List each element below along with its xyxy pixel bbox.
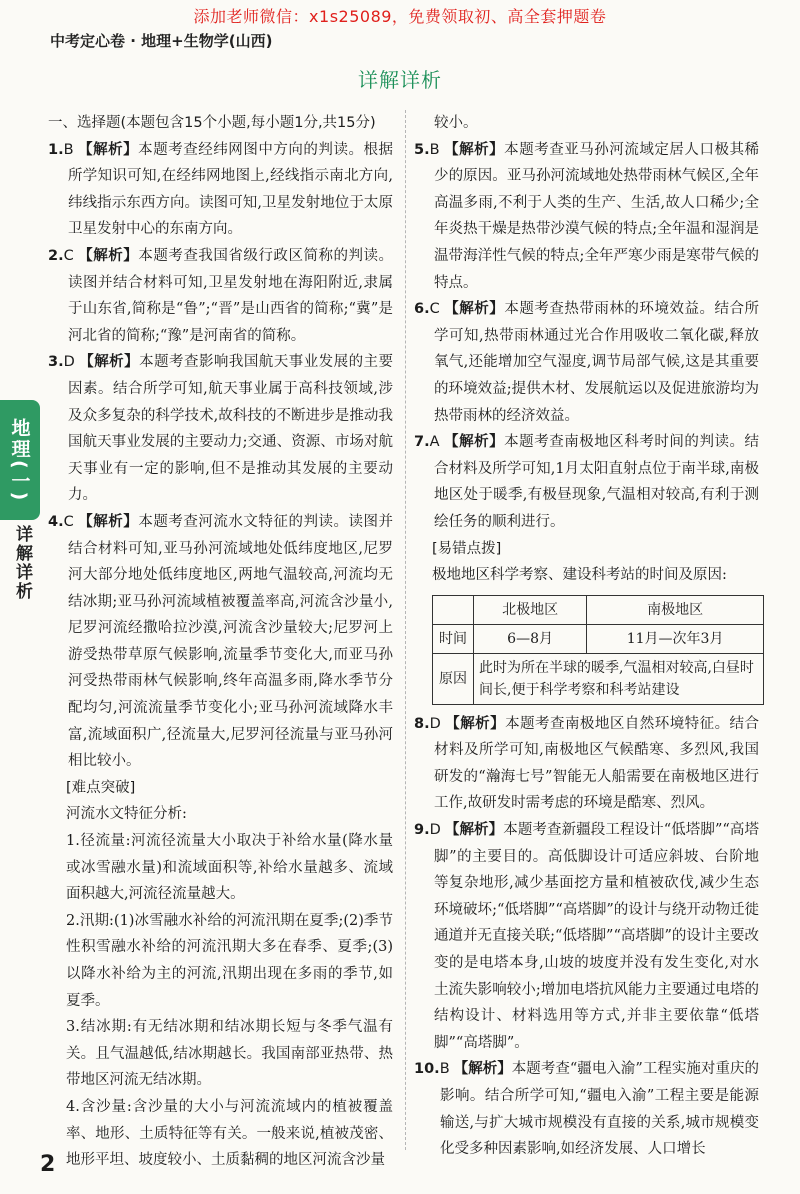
- page-number: 2: [40, 1152, 56, 1177]
- table-header-arctic: 北极地区: [474, 595, 587, 624]
- answer-item-4: 4.C 【解析】本题考查河流水文特征的判读。读图并结合材料可知,亚马孙河流域地处低纬度地区,尼罗河大部分地处低纬度地区,两地气温较高,河流均无结冰期;亚马孙河流域植被覆盖率高,河流含沙量小,尼罗河流经撒哈拉沙漠,河流含沙量较大;尼罗河上游受热带草原气候影响,流量季节变化大,而亚马孙河受热带雨林气候影响,终年高温多雨,降水季节分配均匀,河流流量季节变化小;亚马孙河流域降水丰富,流域面积广,径流量大,尼罗河径流量与亚马孙河相比较小。: [48, 513, 394, 770]
- continuation-text: 较小。: [434, 115, 478, 131]
- answer-item-3: 3.D 【解析】本题考查影响我国航天事业发展的主要因素。结合所学可知,航天事业属于高科技领域,涉及众多复杂的科学技术,故科技的不断进步是推动我国航天事业发展的主要动力;交通、资源、市场对航天事业有一定的影响,但不是推动其发展的主要动力。: [48, 354, 394, 504]
- polar-table: [432, 595, 759, 705]
- answer-item-8: 8.D 【解析】本题考查南极地区自然环境特征。结合材料及所学可知,南极地区气候酷寒、多烈风,我国研发的“瀚海七号”智能无人船需要在南极地区进行工作,故研发时需考虑的环境是酷寒、烈风。: [414, 715, 760, 812]
- watermark-text: 添加老师微信：x1s25089，免费领取初、高全套押题卷: [193, 7, 607, 26]
- answer-item-2: 2.C 【解析】本题考查我国省级行政区简称的判读。读图并结合材料可知,卫星发射地在海阳附近,隶属于山东省,简称是“鲁”;“晋”是山西省的简称;“冀”是河北省的简称;“豫”是河南省的简称。: [48, 247, 394, 344]
- table-cell: 6—8月: [474, 624, 587, 653]
- analysis-sediment: 4.含沙量:含沙量的大小与河流流域内的植被覆盖率、地形、土质特征等有关。一般来说,植被茂密、地形平坦、坡度较小、土质黏稠的地区河流含沙量: [66, 1098, 393, 1169]
- tip-heading: [难点突破]: [66, 779, 136, 796]
- analysis-runoff: 1.径流量:河流径流量大小取决于补给水量(降水量或冰雪融水量)和流域面积等,补给水量越多、流域面积越大,河流径流量越大。: [66, 833, 393, 903]
- analysis-title: 河流水文特征分析:: [66, 806, 187, 823]
- table-row: [433, 653, 764, 704]
- left-column: [48, 110, 393, 1174]
- page-title: 详解详析: [358, 68, 442, 92]
- analysis-flood: 2.汛期:(1)冰雪融水补给的河流汛期在夏季;(2)季节性积雪融水补给的河流汛期大多在春季、夏季;(3)以降水补给为主的河流,汛期出现在多雨的季节,如夏季。: [66, 912, 393, 1009]
- answer-item-5: 5.B 【解析】本题考查亚马孙河流域定居人口极其稀少的原因。亚马孙河流域地处热带雨林气候区,全年高温多雨,不利于人类的生产、生活,故人口稀少;全年炎热干燥是热带沙漠气候的特点;全年温和湿润是温带海洋性气候的特点;全年严寒少雨是寒带气候的特点。: [414, 141, 760, 291]
- side-tab-label: 地理(一): [8, 417, 31, 503]
- side-label: 详解详析: [12, 525, 32, 601]
- table-row: [433, 624, 764, 653]
- table-header-antarctic: 南极地区: [587, 595, 764, 624]
- tip-title: 极地地区科学考察、建设科考站的时间及原因:: [432, 567, 727, 584]
- table-row: [433, 595, 764, 624]
- table-corner: [433, 595, 474, 624]
- column-divider: [405, 110, 406, 1150]
- answer-item-9: 9.D 【解析】本题考查新疆段工程设计“低塔脚”“高塔脚”的主要目的。高低脚设计可适应斜坡、台阶地等复杂地形,减少基面挖方量和植被砍伐,减少生态环境破坏;“低塔脚”“高塔脚”的设计与绕开动物迁徙通道并无直接关联;“低塔脚”“高塔脚”的设计主要改变的是电塔本身,山坡的坡度并没有发生变化,对水土流失影响较小;增加电塔抗风能力主要通过电塔的结构设计、材料选用等方式,并非主要依靠“低塔脚”“高塔脚”。: [414, 822, 759, 1051]
- table-cell: 11月—次年3月: [587, 624, 764, 653]
- answer-item-7: 7.A 【解析】本题考查南极地区科考时间的判读。结合材料及所学可知,1月太阳直射点位于南半球,南极地区处于暖季,有极昼现象,气温相对较高,有利于测绘任务的顺利进行。: [414, 434, 760, 530]
- table-cell: 此时为所在半球的暖季,气温相对较高,白昼时间长,便于科学考察和科考站建设: [474, 653, 764, 704]
- analysis-freeze: 3.结冰期:有无结冰期和结冰期长短与冬季气温有关。且气温越低,结冰期越长。我国南部亚热带、热带地区河流无结冰期。: [66, 1019, 393, 1089]
- answer-item-10: 10.B 【解析】本题考查“疆电入渝”工程实施对重庆的影响。结合所学可知,“疆电入渝”工程主要是能源输送,与扩大城市规模没有直接的关系,城市规模变化受多种因素影响,如经济发展、人口增长: [414, 1061, 760, 1158]
- table-row-label: 时间: [433, 624, 474, 653]
- running-head: 中考定心卷 · 地理+生物学(山西): [50, 32, 273, 50]
- side-tab: [0, 400, 40, 520]
- answer-item-6: 6.C 【解析】本题考查热带雨林的环境效益。结合所学可知,热带雨林通过光合作用吸收二氧化碳,释放氧气,还能增加空气湿度,调节局部气候,这是其重要的环境效益;提供木材、发展航运以及促进旅游均为热带雨林的经济效益。: [414, 301, 760, 424]
- answer-item-1: 1.B 【解析】本题考查经纬网图中方向的判读。根据所学知识可知,在经纬网地图上,经线指示南北方向,纬线指示东西方向。读图可知,卫星发射地位于太原卫星发射中心的东南方向。: [48, 141, 394, 238]
- tip-heading-2: [易错点拨]: [432, 540, 502, 557]
- right-column: [414, 110, 759, 1163]
- section-heading: 一、选择题(本题包含15个小题,每小题1分,共15分): [48, 115, 376, 131]
- table-row-label: 原因: [433, 653, 474, 704]
